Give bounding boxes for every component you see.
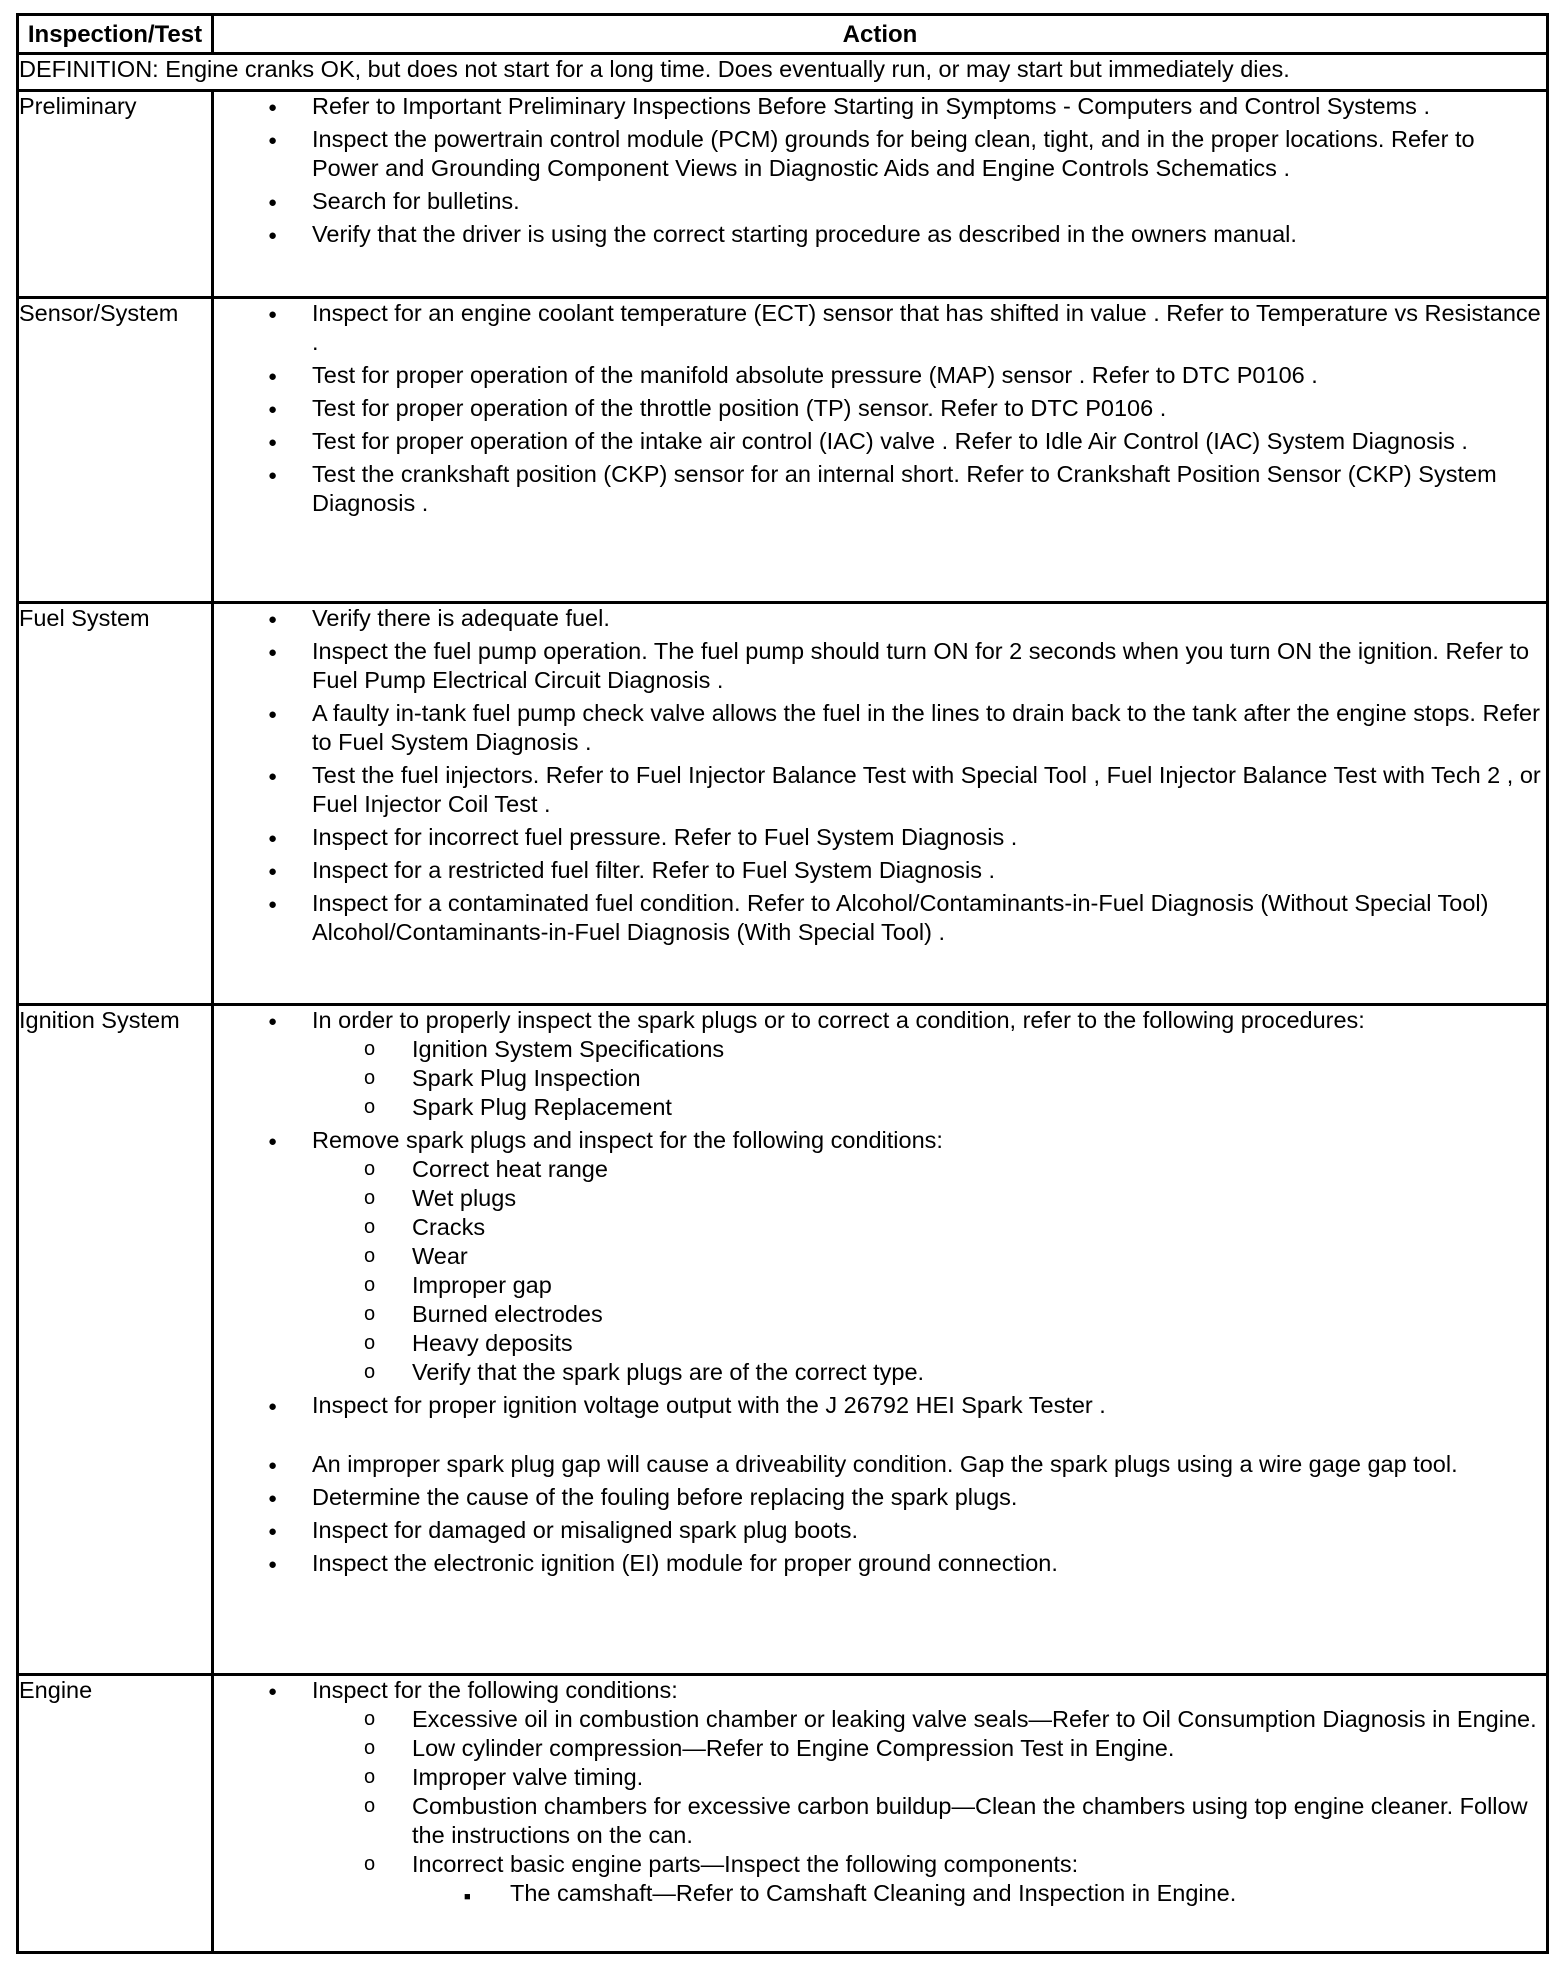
sub-list-item: o Improper gap bbox=[214, 1271, 1546, 1300]
bullet-list bbox=[214, 604, 1546, 947]
sub-list-item: o Verify that the spark plugs are of the correct type. bbox=[214, 1358, 1546, 1387]
list-item bbox=[214, 1126, 1546, 1387]
bullet-list bbox=[214, 92, 1546, 249]
bullet-list bbox=[214, 1676, 1546, 1908]
list-item: ● Refer to Important Preliminary Inspections Before Starting in Symptoms - Computers and Control Systems . bbox=[214, 92, 1546, 121]
row-action-engine bbox=[213, 1675, 1548, 1953]
list-item bbox=[214, 1676, 1546, 1908]
sub-list-item: o Wet plugs bbox=[214, 1184, 1546, 1213]
list-item: ● Inspect the fuel pump operation. The fuel pump should turn ON for 2 seconds when you turn ON the ignition. Refer to Fuel Pump Electrical Circuit Diagnosis . bbox=[214, 637, 1546, 695]
sub-list bbox=[312, 1155, 1546, 1387]
row-preliminary bbox=[18, 91, 1548, 298]
list-item: ● Test for proper operation of the throttle position (TP) sensor. Refer to DTC P0106 . bbox=[214, 394, 1546, 423]
row-label-fuel-system: Fuel System bbox=[18, 603, 213, 1005]
sub-list-item: o Excessive oil in combustion chamber or leaking valve seals—Refer to Oil Consumption Diagnosis in Engine. bbox=[214, 1705, 1546, 1734]
sub-list-item: o Ignition System Specifications bbox=[214, 1035, 1546, 1064]
list-item-text: Remove spark plugs and inspect for the following conditions: bbox=[312, 1127, 943, 1153]
row-sensor-system bbox=[18, 298, 1548, 603]
list-item: ● Determine the cause of the fouling before replacing the spark plugs. bbox=[214, 1483, 1546, 1512]
sub-list bbox=[312, 1035, 1546, 1122]
sub-list-item: o Correct heat range bbox=[214, 1155, 1546, 1184]
list-item: ● Inspect for proper ignition voltage output with the J 26792 HEI Spark Tester . bbox=[214, 1391, 1546, 1420]
row-engine bbox=[18, 1675, 1548, 1953]
list-item: ● Inspect the electronic ignition (EI) module for proper ground connection. bbox=[214, 1549, 1546, 1578]
sub-sub-list-item: ■ The camshaft—Refer to Camshaft Cleaning and Inspection in Engine. bbox=[214, 1879, 1546, 1908]
list-item: ● Inspect for a contaminated fuel condition. Refer to Alcohol/Contaminants-in-Fuel Diagnosis (Without Special Tool) Alcohol/Contaminants-in-Fuel Diagnosis (With Special Tool) . bbox=[214, 889, 1546, 947]
list-item: ● Inspect for damaged or misaligned spark plug boots. bbox=[214, 1516, 1546, 1545]
list-item: ● Test for proper operation of the manifold absolute pressure (MAP) sensor . Refer to DTC P0106 . bbox=[214, 361, 1546, 390]
bullet-list bbox=[214, 299, 1546, 518]
sub-list-item: o Cracks bbox=[214, 1213, 1546, 1242]
row-action-sensor-system bbox=[213, 298, 1548, 603]
list-item: ● An improper spark plug gap will cause a driveability condition. Gap the spark plugs using a wire gage gap tool. bbox=[214, 1450, 1546, 1479]
sub-list-item: o Combustion chambers for excessive carbon buildup—Clean the chambers using top engine cleaner. Follow the instructions on the can. bbox=[214, 1792, 1546, 1850]
row-label-preliminary: Preliminary bbox=[18, 91, 213, 298]
list-item: ● Test for proper operation of the intake air control (IAC) valve . Refer to Idle Air Control (IAC) System Diagnosis . bbox=[214, 427, 1546, 456]
sub-list-item: o Spark Plug Replacement bbox=[214, 1093, 1546, 1122]
header-inspection-test: Inspection/Test bbox=[18, 15, 213, 54]
definition-text: DEFINITION: Engine cranks OK, but does not start for a long time. Does eventually run, or may start but immediately dies. bbox=[18, 54, 1548, 91]
list-item: ● Test the fuel injectors. Refer to Fuel Injector Balance Test with Special Tool , Fuel Injector Balance Test with Tech 2 , or Fuel Injector Coil Test . bbox=[214, 761, 1546, 819]
row-fuel-system bbox=[18, 603, 1548, 1005]
diagnostic-table bbox=[16, 13, 1549, 1954]
header-row bbox=[18, 15, 1548, 54]
definition-row bbox=[18, 54, 1548, 91]
row-label-sensor-system: Sensor/System bbox=[18, 298, 213, 603]
list-item: ● Inspect for incorrect fuel pressure. Refer to Fuel System Diagnosis . bbox=[214, 823, 1546, 852]
row-label-ignition-system: Ignition System bbox=[18, 1005, 213, 1675]
sub-list-item: o Low cylinder compression—Refer to Engine Compression Test in Engine. bbox=[214, 1734, 1546, 1763]
list-item: ● Verify there is adequate fuel. bbox=[214, 604, 1546, 633]
sub-list-item bbox=[214, 1850, 1546, 1908]
list-item: ● Test the crankshaft position (CKP) sensor for an internal short. Refer to Crankshaft Position Sensor (CKP) System Diagnosis . bbox=[214, 460, 1546, 518]
list-item: ● Search for bulletins. bbox=[214, 187, 1546, 216]
sub-list-item: o Burned electrodes bbox=[214, 1300, 1546, 1329]
sub-list-item: o Wear bbox=[214, 1242, 1546, 1271]
list-item-text: Inspect for the following conditions: bbox=[312, 1677, 678, 1703]
row-ignition-system bbox=[18, 1005, 1548, 1675]
sub-list bbox=[312, 1705, 1546, 1908]
row-label-engine: Engine bbox=[18, 1675, 213, 1953]
list-item: ● Inspect for an engine coolant temperature (ECT) sensor that has shifted in value . Refer to Temperature vs Resistance . bbox=[214, 299, 1546, 357]
list-item: ● Inspect for a restricted fuel filter. Refer to Fuel System Diagnosis . bbox=[214, 856, 1546, 885]
list-item: ● A faulty in-tank fuel pump check valve allows the fuel in the lines to drain back to the tank after the engine stops. Refer to Fuel System Diagnosis . bbox=[214, 699, 1546, 757]
list-item bbox=[214, 1006, 1546, 1122]
row-action-preliminary bbox=[213, 91, 1548, 298]
sub-list-item: o Heavy deposits bbox=[214, 1329, 1546, 1358]
header-action: Action bbox=[213, 15, 1548, 54]
sub-list-item: o Spark Plug Inspection bbox=[214, 1064, 1546, 1093]
row-action-fuel-system bbox=[213, 603, 1548, 1005]
list-item: ● Verify that the driver is using the correct starting procedure as described in the owners manual. bbox=[214, 220, 1546, 249]
sub-list-item-text: Incorrect basic engine parts—Inspect the following components: bbox=[412, 1851, 1079, 1877]
row-action-ignition-system bbox=[213, 1005, 1548, 1675]
sub-sub-list bbox=[412, 1879, 1546, 1908]
bullet-list bbox=[214, 1006, 1546, 1578]
list-item: ● Inspect the powertrain control module (PCM) grounds for being clean, tight, and in the proper locations. Refer to Power and Grounding Component Views in Diagnostic Aids and Engine Controls Schematics . bbox=[214, 125, 1546, 183]
list-item-text: In order to properly inspect the spark plugs or to correct a condition, refer to the following procedures: bbox=[312, 1007, 1365, 1033]
sub-list-item: o Improper valve timing. bbox=[214, 1763, 1546, 1792]
